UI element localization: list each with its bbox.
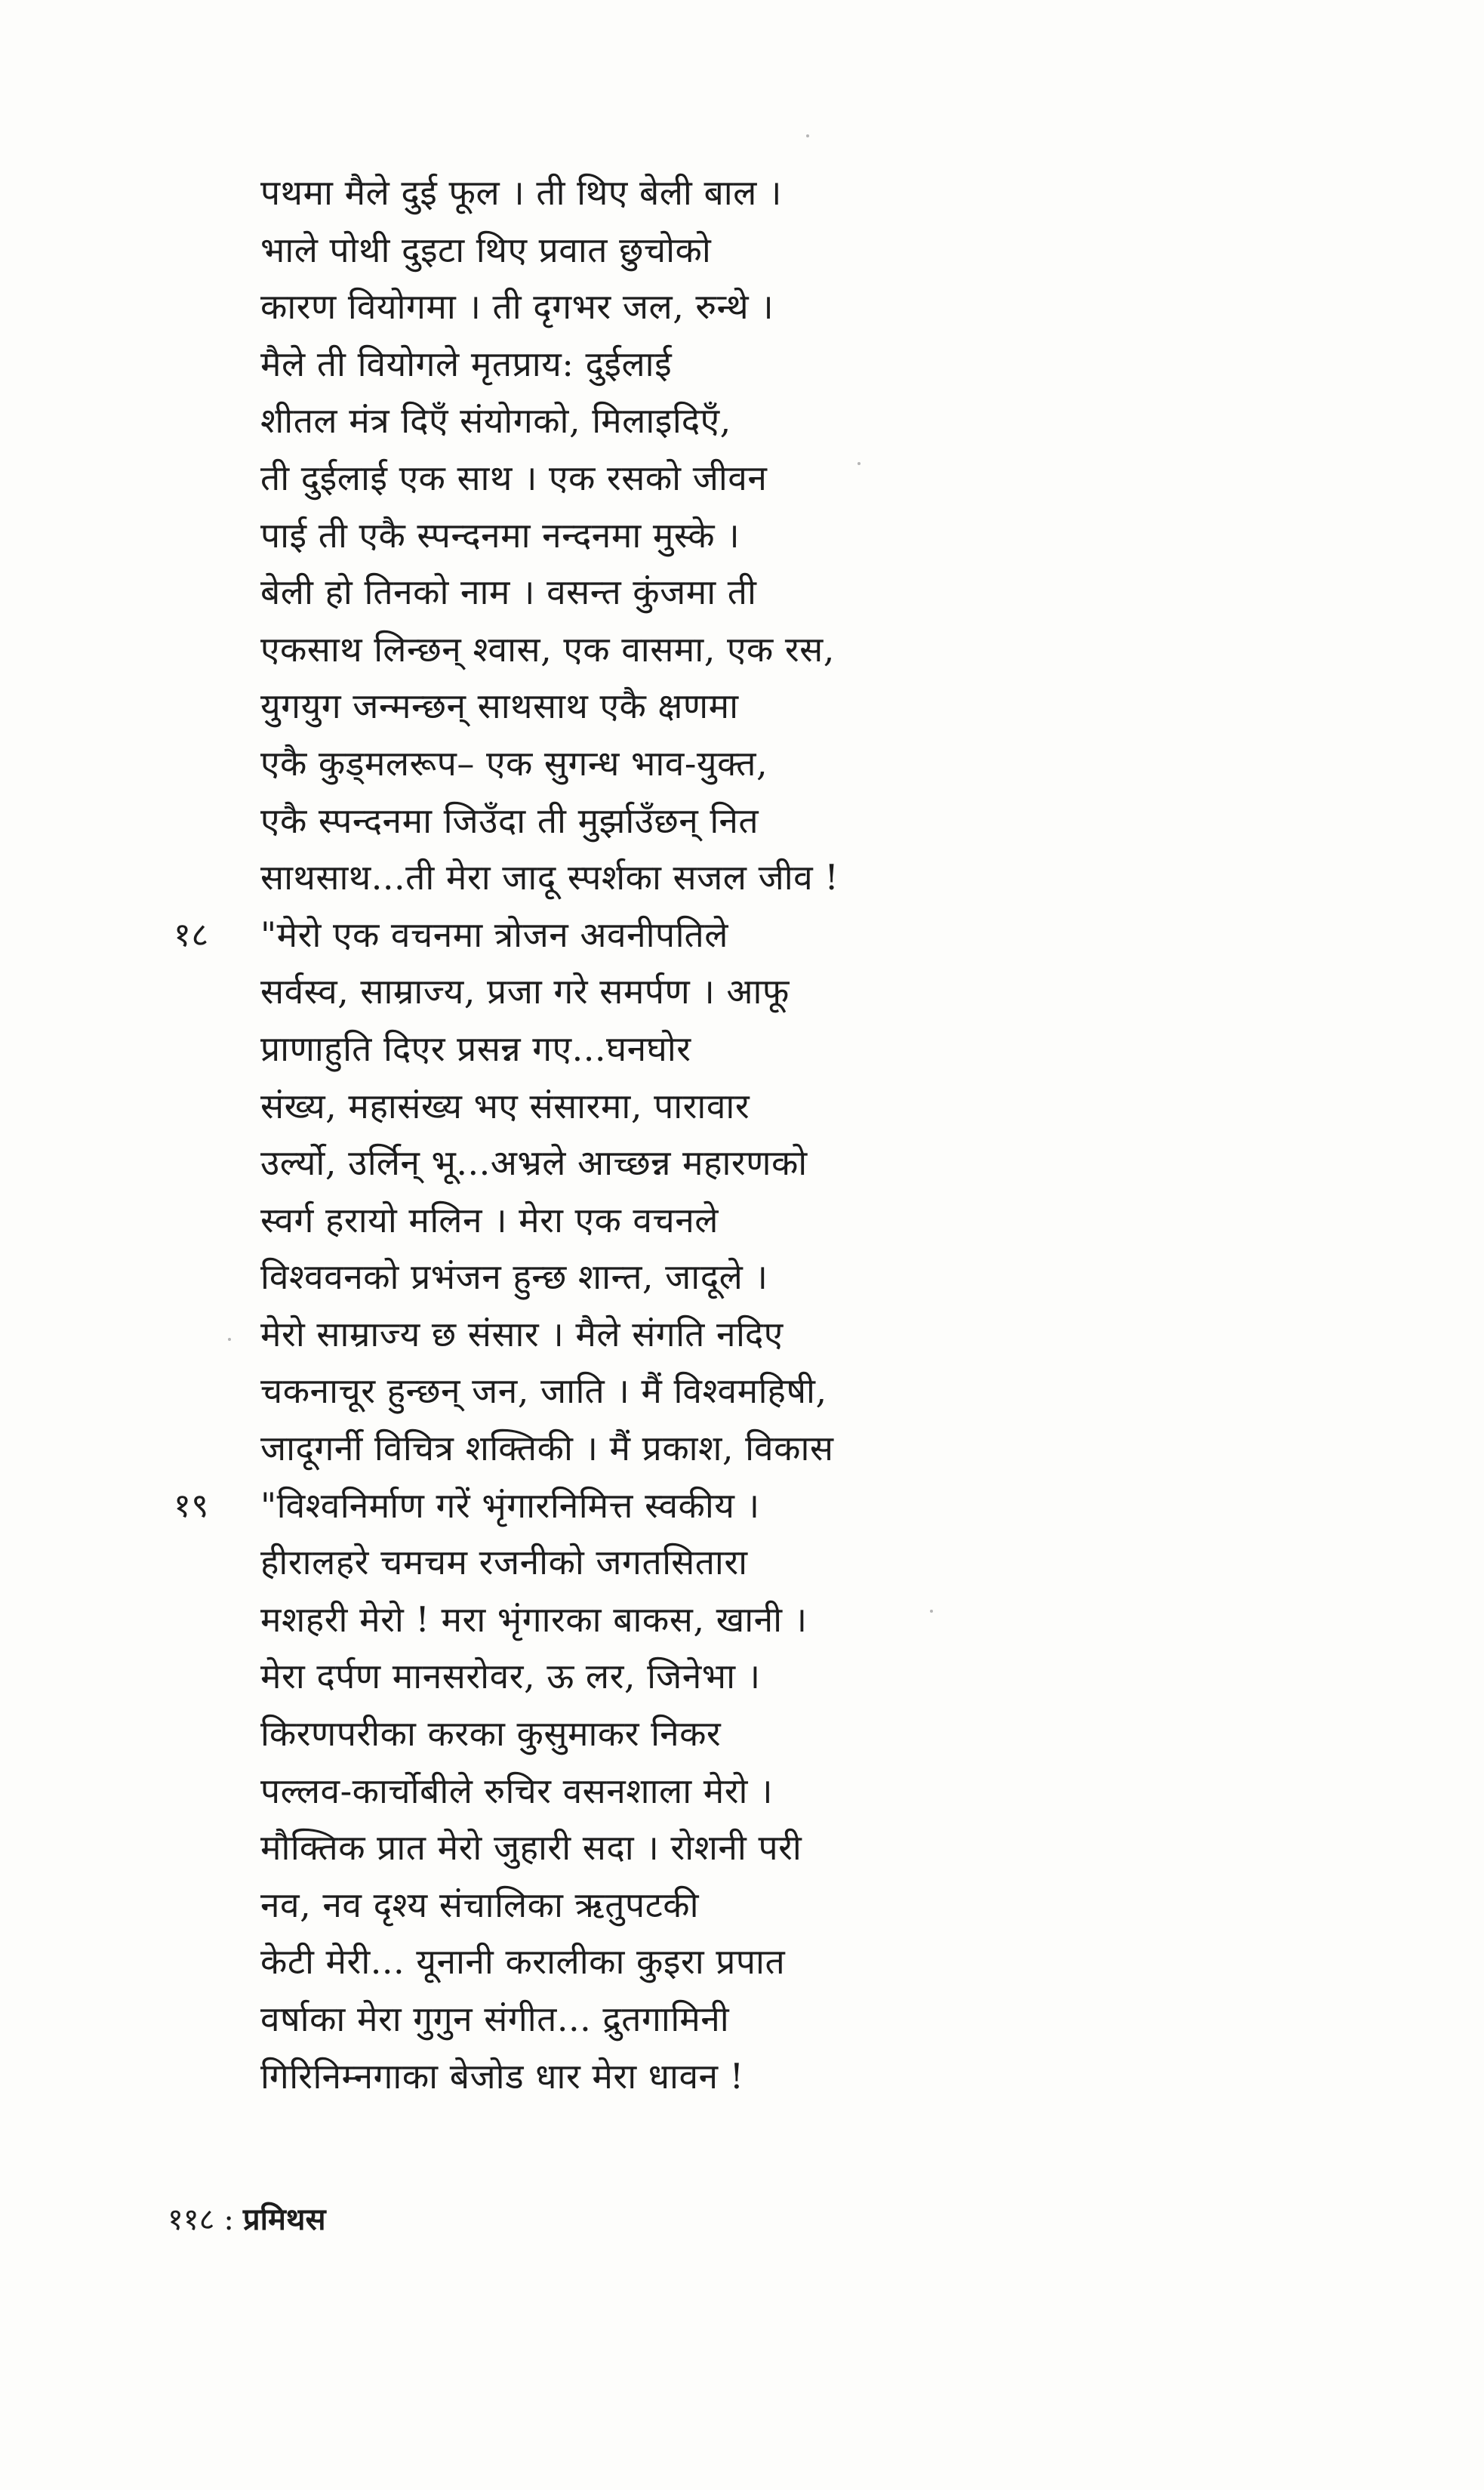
poem-line (260, 1934, 1355, 1991)
poem-line (260, 393, 1355, 450)
poem-line (260, 1592, 1355, 1649)
poem-line-text: उर्ल्यो, उर्लिन् भू...अभ्रले आच्छन्न महारणको (260, 1142, 808, 1184)
poem-line-text: पाई ती एकै स्पन्दनमा नन्दनमा मुस्के । (260, 514, 740, 556)
poem-line (260, 450, 1355, 507)
poem-line-text: ती दुईलाई एक साथ । एक रसको जीवन (260, 457, 768, 498)
poem-line-text: एकै कुड्मलरूप– एक सुगन्ध भाव-युक्त, (260, 742, 768, 784)
poem-line-text: वर्षाका मेरा गुगुन संगीत... द्रुतगामिनी (260, 1998, 730, 2039)
poem-line-text: विश्‍ववनको प्रभंजन हुन्छ शान्त, जादूले । (260, 1256, 768, 1298)
poem-line (260, 1648, 1355, 1706)
poem-line (260, 336, 1355, 393)
poem-line (174, 907, 1355, 964)
poem-line-text: पथमा मैले दुई फूल । ती थिए बेली बाल । (260, 172, 782, 213)
poem-line-text: गिरिनिम्नगाका बेजोड धार मेरा धावन ! (260, 2055, 744, 2097)
poem-line (260, 1363, 1355, 1420)
poem-line-text: स्वर्ग हरायो मलिन । मेरा एक वचनले (260, 1199, 719, 1240)
stanza-number: १८ (174, 915, 209, 954)
poem-line (260, 1249, 1355, 1306)
poem-line (260, 1078, 1355, 1136)
poem-line-text: प्राणाहुति दिएर प्रसन्न गए...घनघोर (260, 1028, 691, 1069)
poem-line (260, 1534, 1355, 1592)
poem-line (260, 1877, 1355, 1934)
book-title: प्रमिथस (242, 2202, 326, 2237)
poem-line (260, 2048, 1355, 2106)
poem-line (260, 1306, 1355, 1364)
poem-line-text: शीतल मंत्र दिएँ संयोगको, मिलाइदिएँ, (260, 400, 731, 442)
poem-line-text: भाले पोथी दुइटा थिए प्रवात छुचोको (260, 229, 712, 270)
poem-line-text: मेरा दर्पण मानसरोवर, ऊ लर, जिनेभा । (260, 1656, 761, 1697)
poem-line (260, 1991, 1355, 2048)
poem-line (260, 1021, 1355, 1078)
print-speck (228, 1338, 231, 1341)
poem-line-text: "विश्‍वनिर्माण गरें भृंगारनिमित्त स्वकीय । (260, 1484, 760, 1526)
poem-line-text: पल्लव-कार्चोबीले रुचिर वसनशाला मेरो । (260, 1770, 774, 1811)
poem-line (260, 564, 1355, 621)
poem-line-text: नव, नव दृश्य संचालिका ऋतुपटकी (260, 1884, 700, 1925)
poem-line (260, 849, 1355, 907)
poem-line-text: मौक्तिक प्रात मेरो जुहारी सदा । रोशनी परी (260, 1827, 802, 1869)
page-number: ११८ (168, 2202, 215, 2237)
poem-line (260, 507, 1355, 565)
poem-line-text: एकसाथ लिन्छन् श्‍वास, एक वासमा, एक रस, (260, 628, 835, 670)
poem-line-text: जादूगर्नी विचित्र शक्तिकी । मैं प्रकाश, विकास (260, 1428, 834, 1469)
poem-line-text: मशहरी मेरो ! मरा भृंगारका बाकस, खानी । (260, 1598, 808, 1640)
page-footer (168, 2197, 326, 2239)
poem-line-text: केटी मेरी... यूनानी करालीका कुइरा प्रपात (260, 1941, 786, 1983)
poem-line-text: सर्वस्व, साम्राज्य, प्रजा गरे समर्पण । आफू (260, 971, 790, 1012)
poem-line-text: संख्य, महासंख्य भए संसारमा, पारावार (260, 1085, 750, 1126)
poem-line-text: एकै स्पन्दनमा जिउँदा ती मुर्झाउँछन् नित (260, 800, 759, 841)
poem-text (174, 165, 1355, 2105)
poem-line-text: "मेरो एक वचनमा त्रोजन अवनीपतिले (260, 914, 728, 955)
poem-line (260, 1420, 1355, 1478)
footer-separator: : (223, 2202, 234, 2237)
poem-line (260, 1192, 1355, 1250)
poem-line-text: साथसाथ...ती मेरा जादू स्पर्शका सजल जीव ! (260, 857, 839, 898)
poem-line (174, 1478, 1355, 1535)
poem-line-text: मेरो साम्राज्य छ संसार । मैले संगति नदिए (260, 1313, 784, 1354)
poem-line-text: हीरालहरे चमचम रजनीको जगतसितारा (260, 1542, 748, 1583)
poem-line-text: युगयुग जन्मन्छन् साथसाथ एकै क्षणमा (260, 686, 739, 727)
poem-line (260, 222, 1355, 279)
poem-line (260, 678, 1355, 735)
poem-line (260, 1706, 1355, 1763)
poem-line (260, 1820, 1355, 1877)
poem-line (260, 963, 1355, 1021)
poem-line (260, 735, 1355, 793)
poem-line (260, 279, 1355, 336)
poem-line (260, 165, 1355, 222)
print-speck (806, 134, 809, 137)
stanza-number: १९ (174, 1486, 209, 1525)
poem-line-text: किरणपरीका करका कुसुमाकर निकर (260, 1713, 722, 1755)
poem-line-text: बेली हो तिनको नाम । वसन्त कुंजमा ती (260, 572, 757, 613)
print-speck (930, 1610, 933, 1613)
print-speck (857, 462, 861, 465)
poem-line-text: मैले ती वियोगले मृतप्राय: दुईलाई (260, 343, 673, 384)
poem-line (260, 621, 1355, 679)
poem-line-text: चकनाचूर हुन्छन् जन, जाति । मैं विश्‍वमहिषी, (260, 1370, 827, 1412)
poem-line (260, 793, 1355, 850)
poem-line (260, 1135, 1355, 1192)
poem-line (260, 1763, 1355, 1820)
poem-line-text: कारण वियोगमा । ती दृगभर जल, रुन्थे । (260, 286, 774, 328)
